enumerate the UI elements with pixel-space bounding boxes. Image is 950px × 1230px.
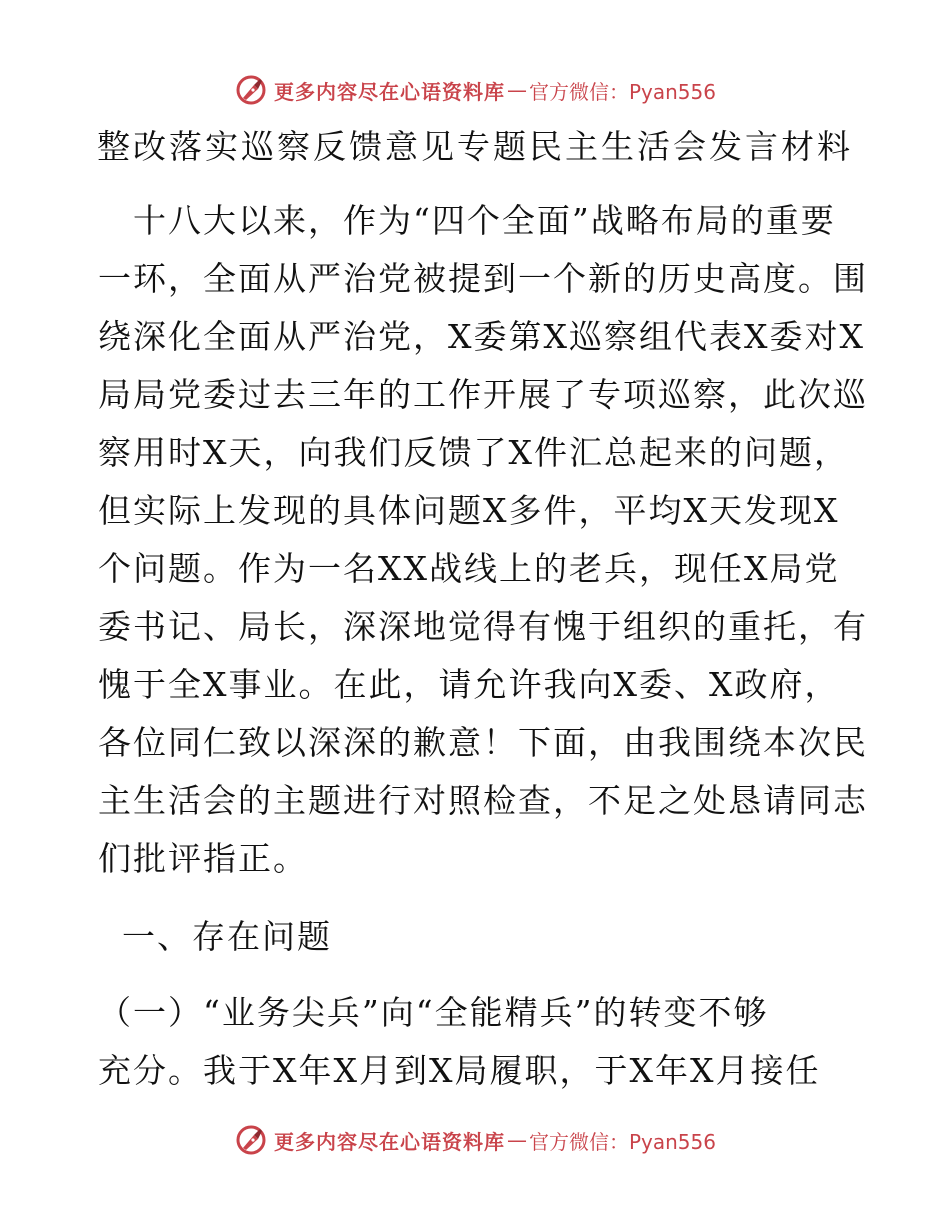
pen-nib-logo-icon <box>234 73 268 107</box>
text-line: 绕深化全面从严治党，X委第X巡察组代表X委对X <box>98 317 865 356</box>
text-line: 十八大以来，作为“四个全面”战略布局的重要 <box>98 201 836 240</box>
text-line: 但实际上发现的具体问题X多件，平均X天发现X <box>98 491 840 530</box>
section-heading <box>122 908 882 966</box>
watermark-banner-top <box>0 70 950 110</box>
text-line: 充分。我于X年X月到X局履职，于X年X月接任 <box>98 1051 821 1090</box>
pen-nib-logo-icon <box>234 1123 268 1157</box>
watermark-text: 更多内容尽在心语资料库 <box>273 1129 505 1154</box>
text-line: 主生活会的主题进行对照检查，不足之处恳请同志 <box>98 781 868 820</box>
watermark-separator: — <box>506 78 527 102</box>
text-line: 们批评指正。 <box>98 839 308 878</box>
watermark-text: 更多内容尽在心语资料库 <box>273 79 505 104</box>
document-title: 整改落实巡察反馈意见专题民主生活会发言材料 <box>97 127 853 166</box>
text-line: 愧于全X事业。在此，请允许我向X委、X政府， <box>98 665 840 704</box>
paragraph-problem-1 <box>98 984 858 1100</box>
text-line: 各位同仁致以深深的歉意！下面，由我围绕本次民 <box>98 723 868 762</box>
watermark-contact: 官方微信：Pyan556 <box>528 79 716 104</box>
heading-text: 一、存在问题 <box>122 917 332 956</box>
text-line: 察用时X天，向我们反馈了X件汇总起来的问题， <box>98 433 849 472</box>
text-line: （一）“业务尖兵”向“全能精兵”的转变不够 <box>98 993 769 1032</box>
watermark-separator: — <box>506 1128 527 1152</box>
text-line: 个问题。作为一名XX战线上的老兵，现任X局党 <box>98 549 840 588</box>
text-line: 委书记、局长，深深地觉得有愧于组织的重托，有 <box>98 607 868 646</box>
text-line: 局局党委过去三年的工作开展了专项巡察，此次巡 <box>98 375 868 414</box>
watermark-contact: 官方微信：Pyan556 <box>528 1129 716 1154</box>
paragraph-intro <box>98 192 868 888</box>
text-line: 一环，全面从严治党被提到一个新的历史高度。围 <box>98 259 868 298</box>
watermark-banner-bottom <box>0 1120 950 1160</box>
